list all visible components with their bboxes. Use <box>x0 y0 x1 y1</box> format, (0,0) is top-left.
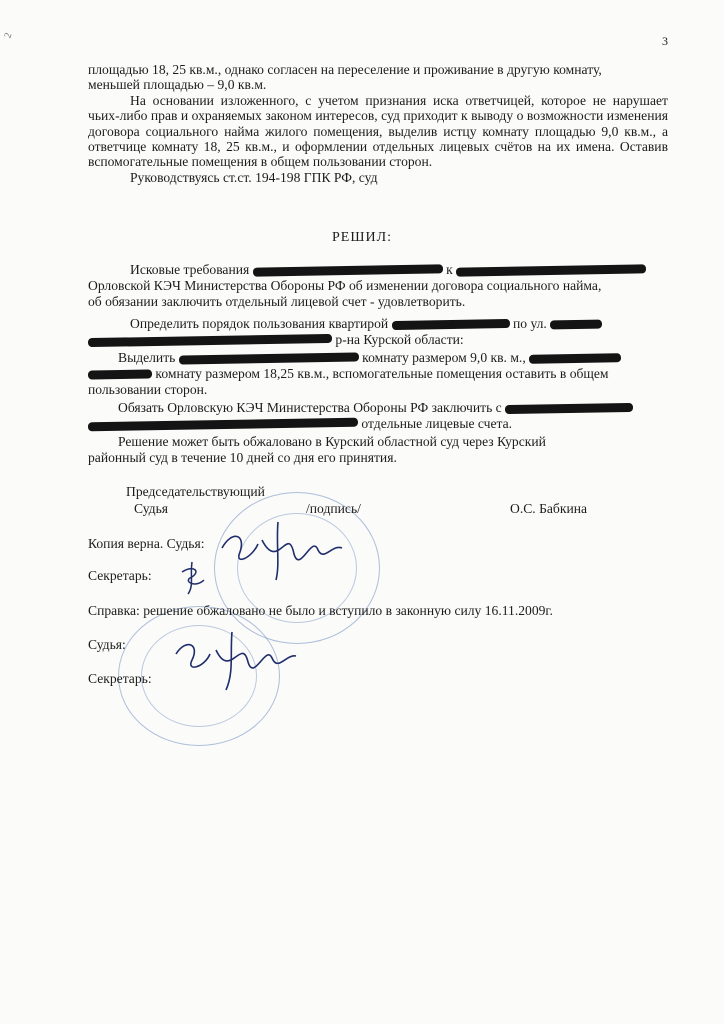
decision-4-line-1 <box>118 400 633 416</box>
paragraph-block-1 <box>88 62 668 185</box>
judge-name: О.С. Бабкина <box>510 501 588 516</box>
margin-mark: 2 <box>2 31 15 40</box>
decision-2-text-a: Определить порядок пользования квартирой <box>130 316 389 331</box>
copy-certified-label: Копия верна. Судья: <box>88 536 205 551</box>
decision-2-text-b: по ул. <box>512 316 547 331</box>
redaction-mark <box>253 265 443 277</box>
redaction-mark <box>505 403 633 414</box>
secretary-label-1: Секретарь: <box>88 568 152 583</box>
redaction-mark <box>88 418 358 432</box>
decision-3-text-b: комнату размером 9,0 кв. м., <box>362 350 526 365</box>
decision-4-text-b: отдельные лицевые счета. <box>361 416 513 431</box>
presiding-label: Председательствующий <box>126 484 265 499</box>
paragraph-3: Руководствуясь ст.ст. 194-198 ГПК РФ, суд <box>130 169 378 185</box>
paragraph-1-line-2: меньшей площадью – 9,0 кв.м. <box>88 77 267 93</box>
redaction-mark <box>179 353 359 365</box>
decision-2-line-2 <box>88 332 464 348</box>
paragraph-2: На основании изложенного, с учетом признания иска ответчицей, которое не нарушает чьих-либо прав и охраняемых законом интересов, суд приходит к выводу о возможности изменения договора социального найма жилого помещения, выделив истцу комнату площадью 9,0 кв.м., а ответчице комнату 18, 25 кв.м., и оформлении отдельных лицевых счётов на их имена. Оставив вспомогательные помещения в общем пользовании сторон. <box>88 92 668 170</box>
decision-2-line-1 <box>130 316 602 332</box>
decision-1-line-2: Орловской КЭЧ Министерства Обороны РФ об изменении договора социального найма, <box>88 278 602 293</box>
page-number: 3 <box>662 34 668 48</box>
decision-3-line-2 <box>88 366 609 382</box>
decision-4-text-a: Обязать Орловскую КЭЧ Министерства Обороны РФ заключить с <box>118 400 502 415</box>
decision-3-text-c: комнату размером 18,25 кв.м., вспомогательные помещения оставить в общем <box>155 366 609 381</box>
secretary-signature-1 <box>176 560 216 596</box>
redaction-mark <box>529 354 621 365</box>
judge-label: Судья <box>134 501 169 516</box>
decision-1-text-a: Исковые требования <box>130 262 250 277</box>
judge-label-2: Судья: <box>88 637 126 652</box>
decision-3-line-3: пользовании сторон. <box>88 382 208 397</box>
effective-date-note: Справка: решение обжаловано не было и вступило в законную силу 16.11.2009г. <box>88 603 553 618</box>
decision-5-line-1: Решение может быть обжаловано в Курский областной суд через Курский <box>118 434 546 449</box>
judge-signature-2 <box>170 628 300 694</box>
redaction-mark <box>456 265 646 277</box>
judge-signature-1 <box>218 514 348 584</box>
decision-1-line-3: об обязании заключить отдельный лицевой счет - удовлетворить. <box>88 294 466 309</box>
decision-1-text-b: к <box>446 262 453 277</box>
redaction-mark <box>391 319 509 330</box>
redaction-mark <box>550 320 602 330</box>
signed-mark: /подпись/ <box>306 501 361 516</box>
decision-3-text-a: Выделить <box>118 350 176 365</box>
decision-3-line-1 <box>118 350 621 366</box>
decision-5-line-2: районный суд в течение 10 дней со дня его принятия. <box>88 450 397 465</box>
redaction-mark <box>88 370 152 380</box>
decision-heading: РЕШИЛ: <box>332 230 392 245</box>
secretary-label-2: Секретарь: <box>88 671 152 686</box>
redaction-mark <box>88 334 332 347</box>
decision-1-line-1 <box>130 262 646 278</box>
decision-4-line-2 <box>88 416 512 432</box>
paragraph-1-line-1: площадью 18, 25 кв.м., однако согласен на переселение и проживание в другую комнату, <box>88 62 602 77</box>
decision-2-text-c: р-на Курской области: <box>335 332 464 347</box>
